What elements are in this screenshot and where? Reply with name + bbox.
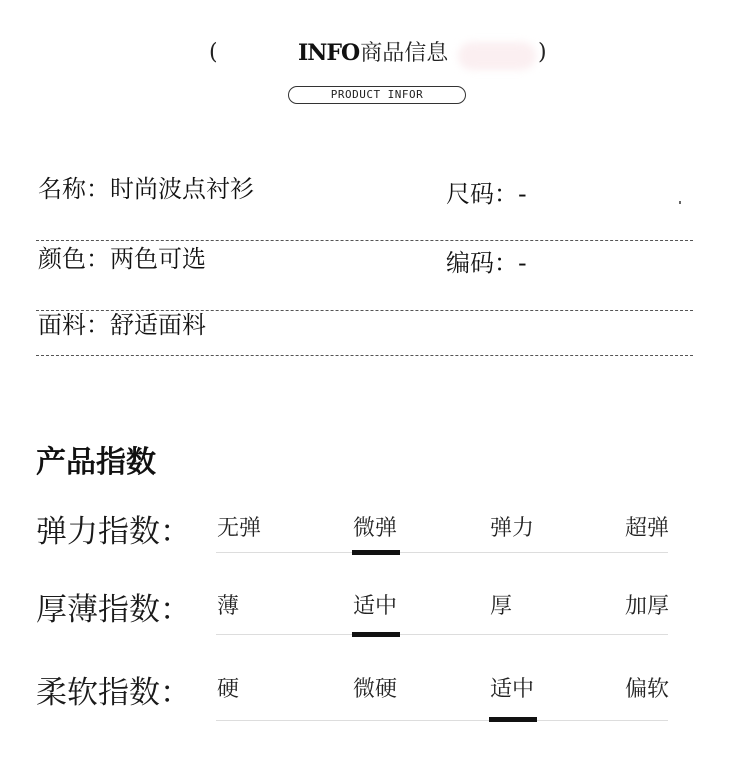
scale-selected-marker [489,717,537,722]
page-title [298,38,448,69]
scale-option: 硬 [217,677,240,702]
scale-option: 适中 [353,594,398,619]
scale-option: 微硬 [353,677,398,702]
index-scale [216,512,668,572]
scale-selected-marker [352,632,400,637]
info-color-key: 颜色 ： [38,245,110,273]
info-size-key: 尺码 ： [446,180,518,208]
index-label: 厚薄指数 ： [36,590,191,630]
info-code-key: 编码 ： [446,249,518,277]
scale-option: 厚 [490,594,513,619]
page-title-cn: 商品信息 [360,41,449,66]
scale-baseline [216,634,668,635]
index-label: 柔软指数 ： [36,673,191,713]
scale-option: 加厚 [625,594,670,619]
scale-selected-marker [352,550,400,555]
info-fabric [38,310,206,340]
index-scale [216,590,668,650]
title-smudge-decoration [458,42,536,70]
info-fabric-value: 舒适面料 [110,311,206,339]
scale-option: 薄 [217,594,240,619]
info-code [446,248,527,278]
info-code-value: - [518,249,527,277]
page-title-en: INFO [298,40,360,66]
index-row-thickness [36,590,676,650]
subtitle-pill: PRODUCT INFOR [288,86,466,104]
scale-option: 适中 [490,677,535,702]
info-row-color-code [36,244,693,311]
index-scale [216,673,668,733]
index-row-elasticity [36,512,676,572]
section-title-product-index: 产品指数 [36,445,156,480]
info-row-fabric [36,310,693,356]
scale-option: 无弹 [217,516,262,541]
info-size [446,179,527,209]
index-label: 弹力指数 ： [36,512,191,552]
info-size-value: - [518,180,527,208]
scale-baseline [216,552,668,553]
info-name-key: 名称 ： [38,175,110,203]
info-row-name-size [36,174,693,241]
title-left-paren: ( [209,40,218,65]
info-name [38,174,254,204]
scale-option: 偏软 [625,677,670,702]
scale-option: 超弹 [625,516,670,541]
stray-dot-mark [679,201,681,204]
scale-option: 微弹 [353,516,398,541]
title-right-paren: ) [538,40,547,65]
info-name-value: 时尚波点衬衫 [110,175,254,203]
scale-option: 弹力 [490,516,535,541]
index-row-softness [36,673,676,733]
scale-baseline [216,720,668,721]
info-color-value: 两色可选 [110,245,206,273]
info-color [38,244,206,274]
info-fabric-key: 面料 ： [38,311,110,339]
